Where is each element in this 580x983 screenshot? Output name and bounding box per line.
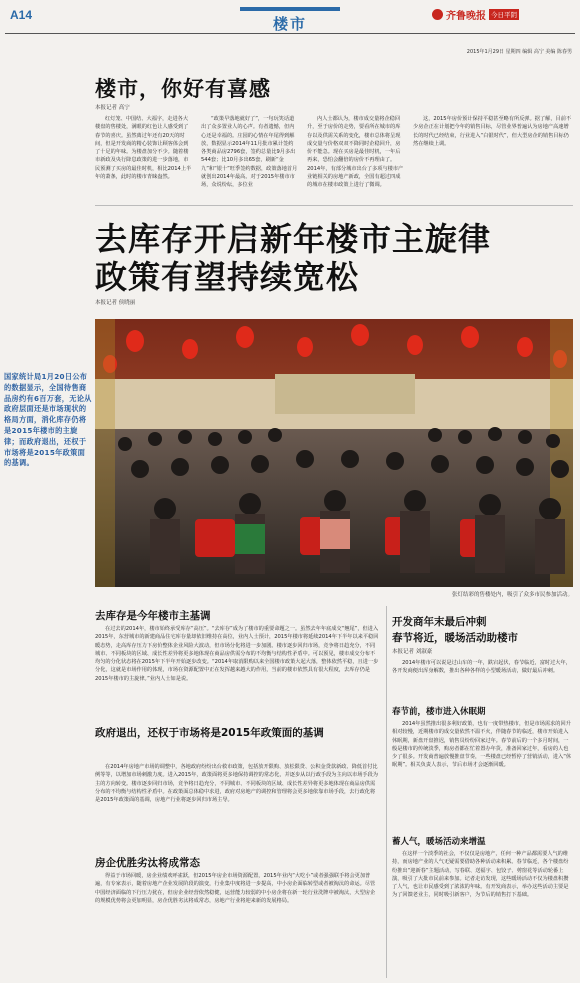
article2-title-line2: 政策有望持续宽松 (95, 258, 360, 296)
date-line: 2015年1月29日 星期四 编辑 高宁 美编 陈春男 (466, 49, 572, 55)
logo-text: 齐鲁晚报 (446, 10, 486, 22)
article1-col1: 红灯笼、中国结、大福字，走进各大楼盘的售楼处，满眼的红色让人感受到了春节的喜庆。虽然离过年还有20天的时间，但是开发商的精心装饰让顾客体会到了十足的年味。为楼盘加分不少。随着楼市新政及央行降息政策的进一步落地，市民预测了买房的最佳时机，相比2014上半年的萧条，此时的楼市青睐盎然。 (95, 116, 192, 181)
article1-byline: 本报记者 高宁 (95, 105, 130, 111)
article2-heading-3: 房企优胜劣汰将成常态 (95, 857, 200, 869)
article3-byline: 本报记者 刘淑豪 (392, 649, 433, 655)
article3-intro: 2014年楼市可以说是过山车的一年，跌宕起伏，春节临近，富时过大年，各开发商便出浑身解数，推出各种各样的小型暖场活动，做好最后冲刺。 (392, 660, 571, 675)
article1-title: 楼市，你好有喜感 (95, 77, 271, 101)
section-title: 楼市 (272, 15, 307, 33)
article-divider (95, 205, 573, 206)
article2-body-2: 在2014年房地产市场的调整中，各地政府纷纷出台救市政策，包括放开限购、放松限贷、公积金贷款新政、降低首付比例等等，以增加市场刺激力度。进入2015年，政策面将更多地保持调控的常态化，并逐步从以行政手段为主向以市场手段为主的方向转变。楼市逐步回归市场，竞争将日趋充分，不同城市、不同板块的区域、成长性差异将更多地体现在商品房供需分布的不均衡与结构性矛盾中。在政策面总体稳中求进，政府对房地产的调控和管理将会更多地依靠市场手段，去行政化将是2015年政策面的基调，房地产行业将逐步回归市场主导。 (95, 764, 378, 804)
header-blue-bar (240, 7, 340, 11)
article3-body-1: 2014年虽然推出很多利好政策，也有一度带热楼市，但是市场需求的回升相对较慢，近期楼市的成交量依然不温不火，伴随春节的临近，楼市开始进入休眠期，新盘开盘推迟，销售员纷纷回家过年。春节前后的一个多月时间，一般是楼市的传统淡季，购房者都在忙着置办年货，准备回家过年，看房的人也少了很多。开发商普遍放慢推盘节奏，一些楼盘已经暂停了营销活动，进入“休眠期”。相关负责人表示，节后市场才会逐渐回暖。 (392, 721, 572, 769)
logo-seal-icon (432, 9, 443, 20)
event-photo-illustration (95, 319, 573, 587)
logo-sub: 今日平阴 (491, 10, 517, 19)
page-number: A14 (10, 8, 33, 22)
article2-byline: 本报记者 侯晓丽 (95, 300, 136, 306)
article3-heading-2: 蓄人气，暖场活动来增温 (392, 837, 486, 847)
article2-title-line1: 去库存开启新年楼市主旋律 (95, 220, 492, 258)
article3-title-line1: 开发商年末最后冲刺 (392, 616, 487, 628)
article2-body-1: 在过去的2014年，楼市始终承受库存“高压”。“去库存”成为了楼市的重要命题之一。虽然去年年底成交“翘尾”，但进入2015年，东营城市的新建商品住宅库存量却依旧维持在高位，业内人士预计，2015年楼市将延续2014年下半年以来平稳回暖态势，走高库存压力下房价整体企业风险大波动，但市场分化将进一步加剧。楼市逐步回归市场，竞争将日趋充分，不同城市、不同板块的区域、成长性差异将更多地体现在商品房供需分布的不均衡与结构性矛盾中。可以预见，楼市成交分布不均匀的分化状态将在2015年下半年开始逐步改变。“2014年取消限购以来全国楼市政策大起大落，整体依然平稳，且进一步分化，这就是市场作用的体现，市场在资源配置中正在发挥越来越大的作用，当前的楼市依然具有很大程度，去库存仍是2015年楼市的主旋律。”业内人士如是说。 (95, 626, 379, 682)
article2-heading-2: 政府退出，还权于市场将是2015年政策面的基调 (95, 727, 324, 739)
event-photo (95, 319, 573, 587)
header-rule (5, 33, 575, 34)
article2-heading-1: 去库存是今年楼市主基调 (95, 610, 211, 622)
column-divider (386, 606, 387, 978)
article1-col4: 这，2015年房价预计保持平稳甚至略有所反弹。据了解，目前不少房企正在计划把今年的销售目标，尽管业界普遍认为房地产高速增长的时代已经结束，行业进入“白银时代”，但大型房企的销售目标仍然在继续上调。 (413, 116, 572, 147)
article1-col3: 内人士都认为，楼市成交量将企稳回升，至于房价的走势，要看所在城市的库存以及供需关系的变化，楼市总体将呈现成交量与价格双双不降同时企稳回升，房价不能急。现在买房是最佳时机，一年后再来，恐怕会翻倍的房价不再理由了。2014年，有部分城市出台了多项与楼市产业链相关的房地产新政，全国有超过四成的城市在楼市政策上进行了微调。 (307, 116, 404, 189)
article3-title-line2: 春节将近，暖场活动助楼市 (392, 632, 518, 644)
newspaper-logo (432, 7, 519, 21)
photo-caption: 张灯结彩的售楼处内，吸引了众多市民参加活动。 (451, 592, 573, 598)
article2-body-3: 得益于市场回暖，房企业绩欢呼雀跃，但2015年房企市场资源配置，2015年业内“大吃小”或者强强联手将会更加普遍，有专家表示，随着房地产企业发展阶段的演变，行业集中度将进一步提高，中小房企面临转型或者被淘汰的命运。尽管中国经济面临的下行压力犹在，但房企业经营依然稳健，运营能力较弱的中小房企将在新一轮行业洗牌中被淘汰，大型房企的规模优势将会更加明显，房企优胜劣汰将成常态，房地产行业将迎来新的发展格局。 (95, 873, 376, 904)
article3-body-2: 在这样一个淡季的社会，不仅仅是房地产，任何一种产品都需要人气的维持，而房地产业的人气无疑需要借助各种活动来积累。春节临近，各个楼盘纷纷推出“迎新春”主题活动，写春联、送福字、包饺子、剪窗花等活动轮番上演，吸引了大批市民前来参加。记者走访发现，这些暖场活动不仅为楼盘积攒了人气，也让市民感受到了浓浓的年味。有开发商表示，举办这些活动主要是为了回馈老业主，同时吸引新客户，为节后的销售打下基础。 (392, 851, 569, 899)
article3-heading-1: 春节前，楼市进入休眠期 (392, 707, 486, 717)
article2-sidebar: 国家统计局1月20日公布的数据显示，全国待售商品房约有6百万套，无论从政府层面还是市场现状的格局方面，消化库存仍将是2015年楼市的主旋律；而政府退出，还权于市场将是2015年政策面的基调。 (4, 372, 92, 468)
article1-col2: “政策早落地就好了”，一句玩笑话道出了众多置业人的心声。有者遗憾，但内心还是幸福的。庄园的心情在年尾得到解放，数据显示2014年11月批市累计签约各类商品房2796套，签约总量比9月多出544套；比10月多出65套，刷新“金九”和“银十”旺季签约数据，政策落地首月就创出2014年最高。对于2015年楼市市场，众说纷纭，多位业 (201, 116, 298, 189)
